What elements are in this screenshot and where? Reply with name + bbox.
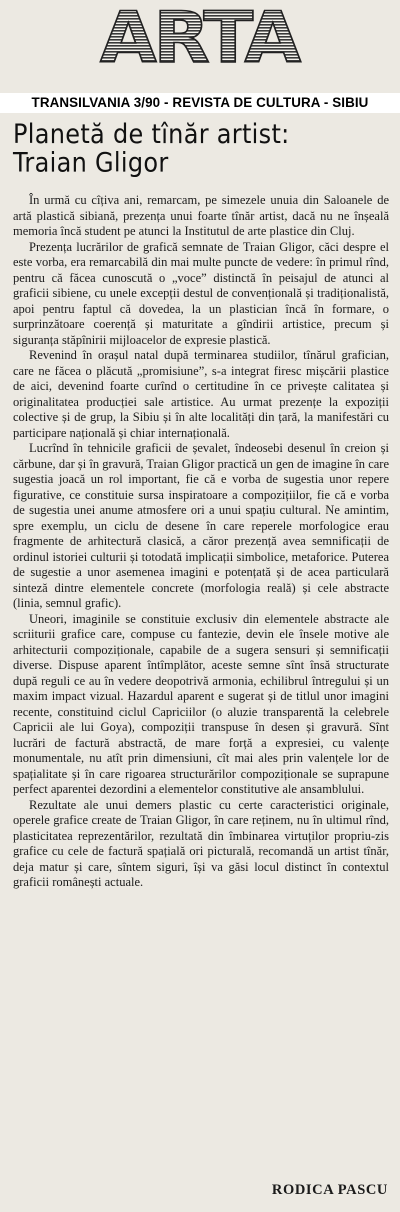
publication-line: TRANSILVANIA 3/90 - REVISTA DE CULTURA - SIBIU xyxy=(0,93,400,113)
paragraph-4: Lucrînd în tehnicile graficii de șevalet, îndeosebi desenul în creion și cărbune, dar și în gravură, Traian Gligor practică un gen de imagine în care sugestia joacă un rol important, fie că e vorba de sugestia unor repere figurative, ce constituie sursa inspiratoare a compozițiilor, fie că e vorba de sugestia unei anume atmosfere ori a unui spațiu cultural. Ne amintim, spre exemplu, un ciclu de desene în care reperele morfologice erau fragmente de arhitectură clasică, a căror prezență avea semnificații de ordinul istoriei culturii și totodată implicații simbolice, metaforice. Puterea de sugestie a unor asemenea imagini e potențată și de acea particulară sinteză dintre elementele concrete (morfologia reală) și cele abstracte (linia, semnul grafic). xyxy=(13,441,389,610)
masthead xyxy=(0,0,400,92)
paragraph-2: Prezența lucrărilor de grafică semnate de Traian Gligor, căci despre el este vorba, era remarcabilă din mai multe puncte de vedere: în primul rînd, pentru că făcea cunoscută o „voce” distinctă în peisajul de atunci al graficii sibiene, cu unele excepții destul de convențională și tradiționalistă, apoi pentru faptul că dovedea, la un plastician încă în formare, o surprinzătoare coerență și maturitate a gîndirii artistice, precum și siguranța stăpînirii mijloacelor de expresie plastică. xyxy=(13,239,389,347)
article xyxy=(13,120,389,891)
paragraph-1: În urmă cu cîțiva ani, remarcam, pe simezele unuia din Saloanele de artă plastică sibiană, prezența unui foarte tînăr artist, dacă nu ne înșeală memoria încă student pe atunci la Institutul de arte plastice din Cluj. xyxy=(13,193,389,238)
logo-lettering: ARTA xyxy=(100,6,301,68)
title-line-2: Traian Gligor xyxy=(13,147,169,179)
title-line-1: Planetă de tînăr artist: xyxy=(13,118,290,150)
article-title xyxy=(13,120,389,177)
article-body xyxy=(13,193,389,891)
arta-logo-graphic xyxy=(96,6,302,68)
arta-logo xyxy=(96,6,302,68)
author-signature: RODICA PASCU xyxy=(271,1182,388,1198)
paragraph-3: Revenind în orașul natal după terminarea studiilor, tînărul grafician, care ne făcea o plăcută „promisiune”, s-a integrat firesc mișcării plastice de aici, devenind foarte curînd o certitudine în ce privește calitatea și originalitatea producției sale artistice. Au urmat prezențe la expoziții colective și de grup, la Sibiu și în alte localități din țară, la manifestări cu participare națională și chiar internațională. xyxy=(13,348,389,440)
paragraph-6: Rezultate ale unui demers plastic cu certe caracteristici originale, operele grafice create de Traian Gligor, în care reținem, nu în ultimul rînd, plasticitatea reprezentărilor, rezultată din îmbinarea virtuților propriu-zis grafice cu cele de factură spațială ori picturală, recomandă un artist tînăr, deja matur și care, sîntem siguri, își va găsi locul distinct în contextul graficii românești actuale. xyxy=(13,797,389,889)
paragraph-5: Uneori, imaginile se constituie exclusiv din elementele abstracte ale scriiturii grafice care, compuse cu fantezie, devin ele însele motive ale arhitecturii compoziționale, capabile de a sugera sensuri și semnificații diverse. Dispuse aparent întîmplător, aceste semne sînt însă structurate după reguli ce au în vedere deopotrivă armonia, echilibrul întregului și un maxim impact vizual. Hazardul aparent e sugerat și de titlul unor imagini recente, constituind ciclul Capriciilor (o aluzie transparentă la celebrele Capricii ale lui Goya), compoziții transpuse în desen și gravură. Sînt lucrări de factură abstractă, de mare forță a expresiei, cu valențe monumentale, nu atît prin dimensiuni, cît mai ales prin valențele lor de spațialitate și în care rigoarea structurărilor compoziționale se suprapune perfect aparentei dezordini a elementelor constitutive ale ansamblului. xyxy=(13,611,389,796)
